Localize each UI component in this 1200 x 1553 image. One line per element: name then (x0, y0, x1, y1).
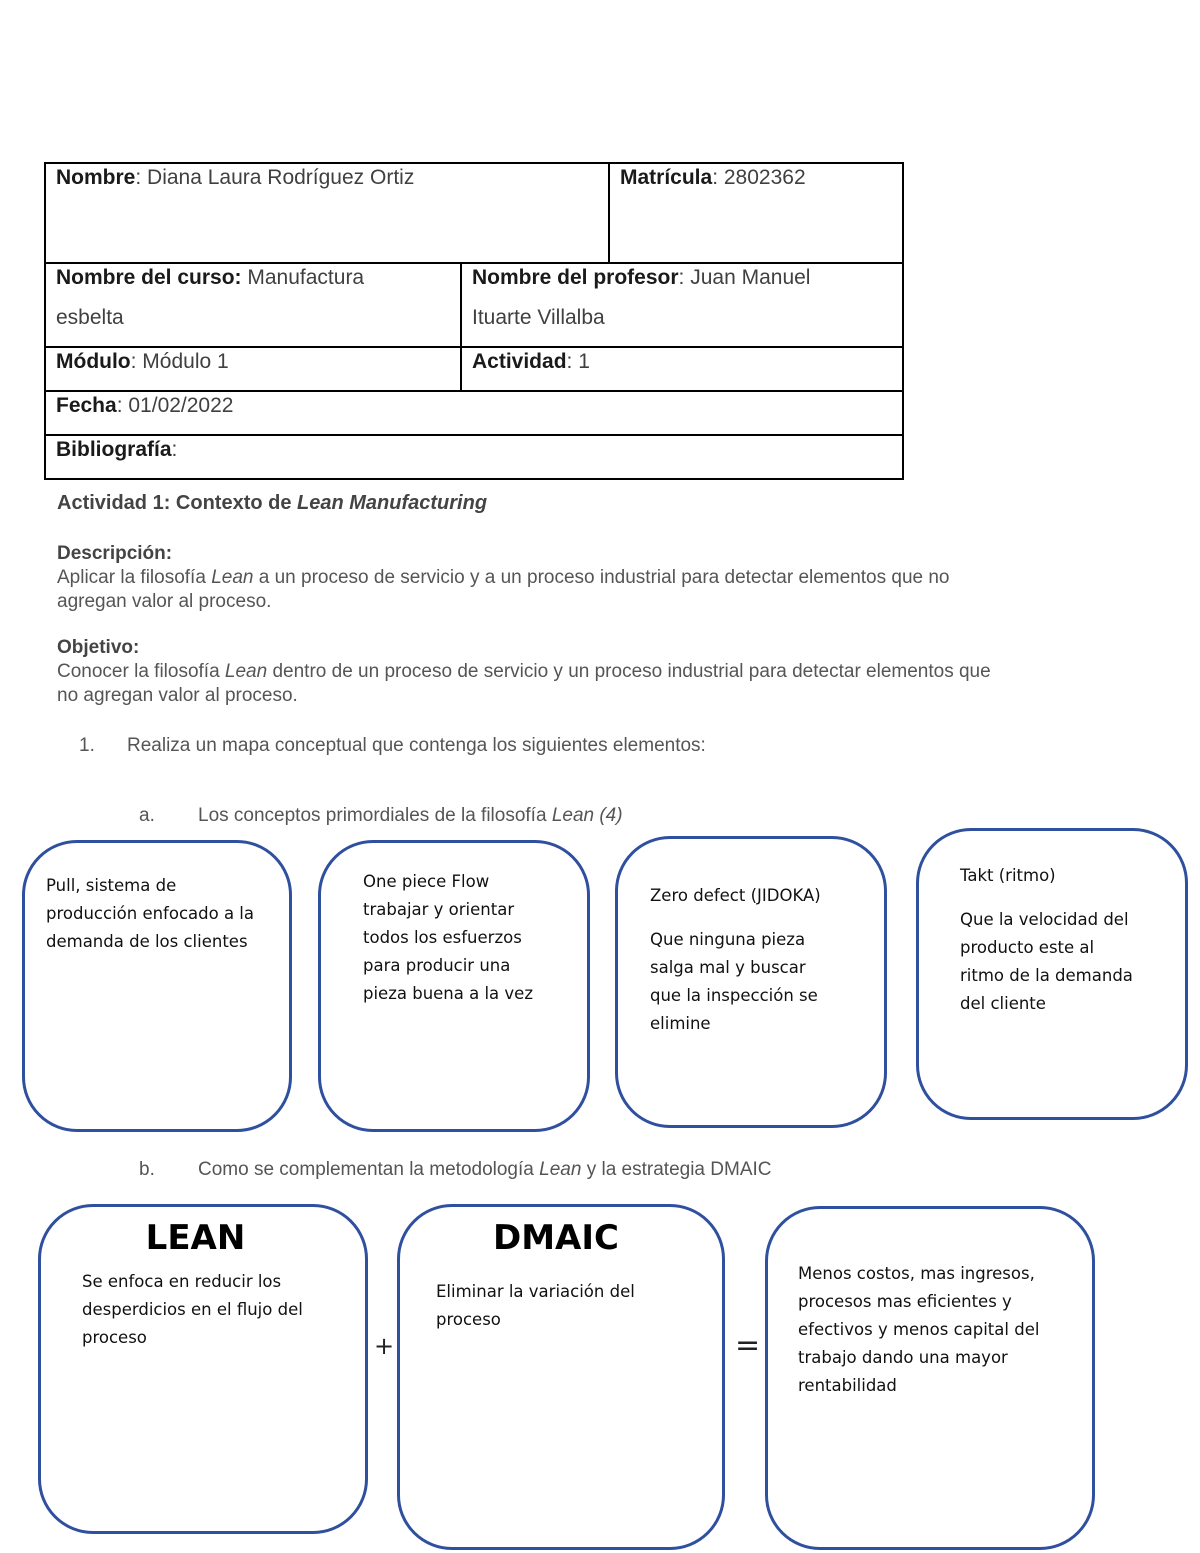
list-item-b-text (198, 1158, 772, 1182)
descripcion-text-cont: agregan valor al proceso. (57, 591, 272, 612)
objetivo-text-cont: no agregan valor al proceso. (57, 685, 298, 706)
modulo-label: Módulo (56, 350, 131, 373)
dmaic-line: proceso (436, 1310, 501, 1329)
concept-line: demanda de los clientes (46, 932, 248, 951)
item-b-text: y la estrategia DMAIC (581, 1159, 772, 1180)
plus-sign: + (374, 1332, 395, 1360)
concept-line: ritmo de la demanda (960, 966, 1133, 985)
lean-line: desperdicios en el flujo del (82, 1300, 303, 1319)
item-a-italic: Lean (4) (551, 805, 623, 826)
profesor-value: : Juan Manuel (678, 266, 811, 289)
actividad-cell (462, 342, 900, 382)
list-item-1-text: Realiza un mapa conceptual que contenga los siguientes elementos: (127, 735, 706, 756)
concept-zero-defect-text (650, 882, 821, 1038)
concept-one-piece-text (363, 868, 533, 1008)
profesor-label: Nombre del profesor (472, 266, 679, 289)
list-number: 1. (79, 735, 95, 756)
curso-cell (46, 258, 458, 338)
lean-line: Se enfoca en reducir los (82, 1272, 282, 1291)
bibliografia-label: Bibliografía (56, 438, 172, 461)
profesor-value-cont: Ituarte Villalba (472, 306, 605, 329)
objetivo-text: dentro de un proceso de servicio y un proceso industrial para detectar elementos que (267, 661, 991, 682)
actividad-value: : 1 (566, 350, 590, 373)
concept-line: del cliente (960, 994, 1046, 1013)
actividad-label: Actividad (472, 350, 567, 373)
result-line: procesos mas eficientes y (798, 1292, 1012, 1311)
dmaic-text (436, 1278, 635, 1334)
descripcion-block (57, 542, 1157, 614)
item-a-text: Los conceptos primordiales de la filosofía (198, 805, 552, 826)
concept-line: para producir una (363, 956, 511, 975)
matricula-value: : 2802362 (712, 166, 806, 189)
descripcion-text: Aplicar la filosofía (57, 567, 212, 588)
curso-value-cont: esbelta (56, 306, 124, 329)
bibliografia-value: : (171, 438, 178, 461)
bibliografia-cell (46, 430, 900, 470)
concept-line: salga mal y buscar (650, 958, 806, 977)
matricula-cell (610, 158, 900, 198)
concept-line: trabajar y orientar (363, 900, 515, 919)
objetivo-italic: Lean (224, 661, 268, 682)
concept-line: elimine (650, 1014, 711, 1033)
lean-text (82, 1268, 303, 1352)
list-item-b: b. (139, 1159, 155, 1180)
concept-pull-text (46, 872, 254, 956)
equals-sign: = (735, 1328, 761, 1363)
dmaic-line: Eliminar la variación del (436, 1282, 635, 1301)
list-item-a: a. (139, 805, 155, 826)
lean-line: proceso (82, 1328, 147, 1347)
modulo-cell (46, 342, 458, 382)
concept-line: Que ninguna pieza (650, 930, 806, 949)
concept-line: producción enfocado a la (46, 904, 255, 923)
concept-line: One piece Flow (363, 872, 490, 891)
profesor-cell (462, 258, 900, 338)
curso-label: Nombre del curso: (56, 266, 242, 289)
list-item-1 (79, 734, 95, 758)
item-b-text: Como se complementan la metodología (198, 1159, 540, 1180)
result-line: trabajo dando una mayor (798, 1348, 1008, 1367)
dmaic-title: DMAIC (493, 1218, 619, 1258)
curso-value: Manufactura (241, 266, 365, 289)
fecha-label: Fecha (56, 394, 117, 417)
matricula-label: Matrícula (620, 166, 713, 189)
concept-line: Pull, sistema de (46, 876, 177, 895)
concept-line: todos los esfuerzos (363, 928, 522, 947)
objetivo-block (57, 636, 1157, 708)
list-item-a-text (198, 804, 623, 828)
concept-line: producto este al (960, 938, 1095, 957)
concept-line: Que la velocidad del (960, 910, 1129, 929)
nombre-cell (46, 158, 606, 198)
fecha-cell (46, 386, 900, 426)
descripcion-line (57, 566, 1157, 590)
concept-line: que la inspección se (650, 986, 818, 1005)
fecha-value: : 01/02/2022 (116, 394, 234, 417)
result-line: rentabilidad (798, 1376, 897, 1395)
activity-title-prefix: Actividad 1: Contexto de (57, 492, 298, 514)
descripcion-label: Descripción: (57, 543, 173, 564)
result-line: efectivos y menos capital del (798, 1320, 1040, 1339)
objetivo-label: Objetivo: (57, 637, 140, 658)
objetivo-line (57, 660, 1157, 684)
nombre-value: : Diana Laura Rodríguez Ortiz (135, 166, 415, 189)
concept-takt-text (960, 862, 1133, 1018)
concept-line: pieza buena a la vez (363, 984, 533, 1003)
result-text (798, 1260, 1039, 1400)
descripcion-text: a un proceso de servicio y a un proceso industrial para detectar elementos que no (253, 567, 950, 588)
activity-title (57, 492, 487, 515)
concept-title: Takt (ritmo) (960, 866, 1056, 885)
lean-title: LEAN (145, 1218, 246, 1258)
nombre-label: Nombre (56, 166, 136, 189)
table-rule (902, 162, 904, 480)
result-line: Menos costos, mas ingresos, (798, 1264, 1035, 1283)
modulo-value: : Módulo 1 (130, 350, 229, 373)
activity-title-italic: Lean Manufacturing (297, 492, 488, 514)
objetivo-text: Conocer la filosofía (57, 661, 225, 682)
table-rule (44, 478, 904, 480)
item-b-italic: Lean (539, 1159, 582, 1180)
concept-title: Zero defect (JIDOKA) (650, 886, 821, 905)
descripcion-italic: Lean (211, 567, 254, 588)
